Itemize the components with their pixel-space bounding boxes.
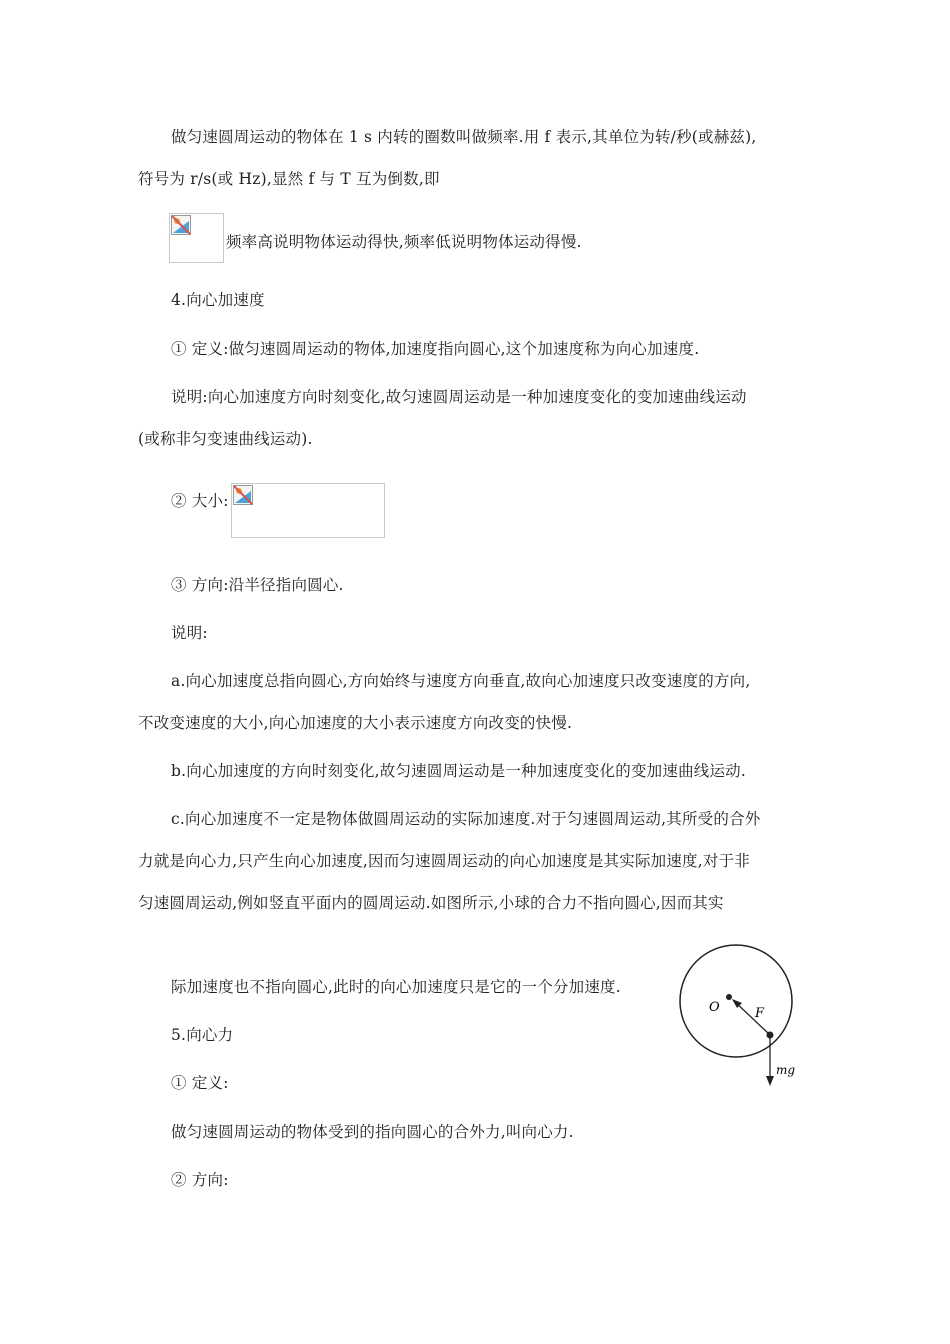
note-c-line-4: 际加速度也不指向圆心,此时的向心加速度只是它的一个分加速度. [171,978,621,996]
freq-line-1: 做匀速圆周运动的物体在 1 s 内转的圈数叫做频率.用 f 表示,其单位为转/秒(或赫兹), [171,128,757,146]
definition-centripetal-acceleration: ① 定义:做匀速圆周运动的物体,加速度指向圆心,这个加速度称为向心加速度. [171,340,700,358]
broken-image-icon [171,215,191,235]
direction-2-label: ② 方向: [171,1171,229,1189]
note-1-line-2: (或称非匀变速曲线运动). [138,430,313,448]
note-c-line-2: 力就是向心力,只产生向心加速度,因而匀速圆周运动的向心加速度是其实际加速度,对于非 [138,852,750,870]
freq-line-2: 符号为 r/s(或 Hz),显然 f 与 T 互为倒数,即 [138,170,440,188]
center-label: O [709,1000,720,1015]
note-c-line-3: 匀速圆周运动,例如竖直平面内的圆周运动.如图所示,小球的合力不指向圆心,因而其实 [138,894,724,912]
note-label: 说明: [171,624,208,642]
note-a-line-1: a.向心加速度总指向圆心,方向始终与速度方向垂直,故向心加速度只改变速度的方向, [171,672,751,690]
definition-2-text: 做匀速圆周运动的物体受到的指向圆心的合外力,叫向心力. [171,1123,574,1141]
note-c-line-1: c.向心加速度不一定是物体做圆周运动的实际加速度.对于匀速圆周运动,其所受的合外 [171,810,761,828]
center-point [726,994,732,1000]
section-5-title: 5.向心力 [171,1026,234,1044]
gravity-arrowhead [766,1076,774,1086]
gravity-label: mg [776,1063,796,1077]
note-a-line-2: 不改变速度的大小,向心加速度的大小表示速度方向改变的快慢. [138,714,573,732]
broken-image-icon [233,485,253,505]
definition-2-label: ① 定义: [171,1074,229,1092]
freq-line-3: 频率高说明物体运动得快,频率低说明物体运动得慢. [226,233,582,251]
direction-line: ③ 方向:沿半径指向圆心. [171,576,344,594]
force-label: F [755,1006,765,1021]
note-1-line-1: 说明:向心加速度方向时刻变化,故匀速圆周运动是一种加速度变化的变加速曲线运动 [171,388,747,406]
note-b: b.向心加速度的方向时刻变化,故匀速圆周运动是一种加速度变化的变加速曲线运动. [171,762,747,780]
section-4-title: 4.向心加速度 [171,291,265,309]
circular-motion-figure [665,940,805,1090]
formula-image-frequency [169,213,224,263]
size-label: ② 大小: [171,492,229,510]
formula-image-size [231,483,385,538]
